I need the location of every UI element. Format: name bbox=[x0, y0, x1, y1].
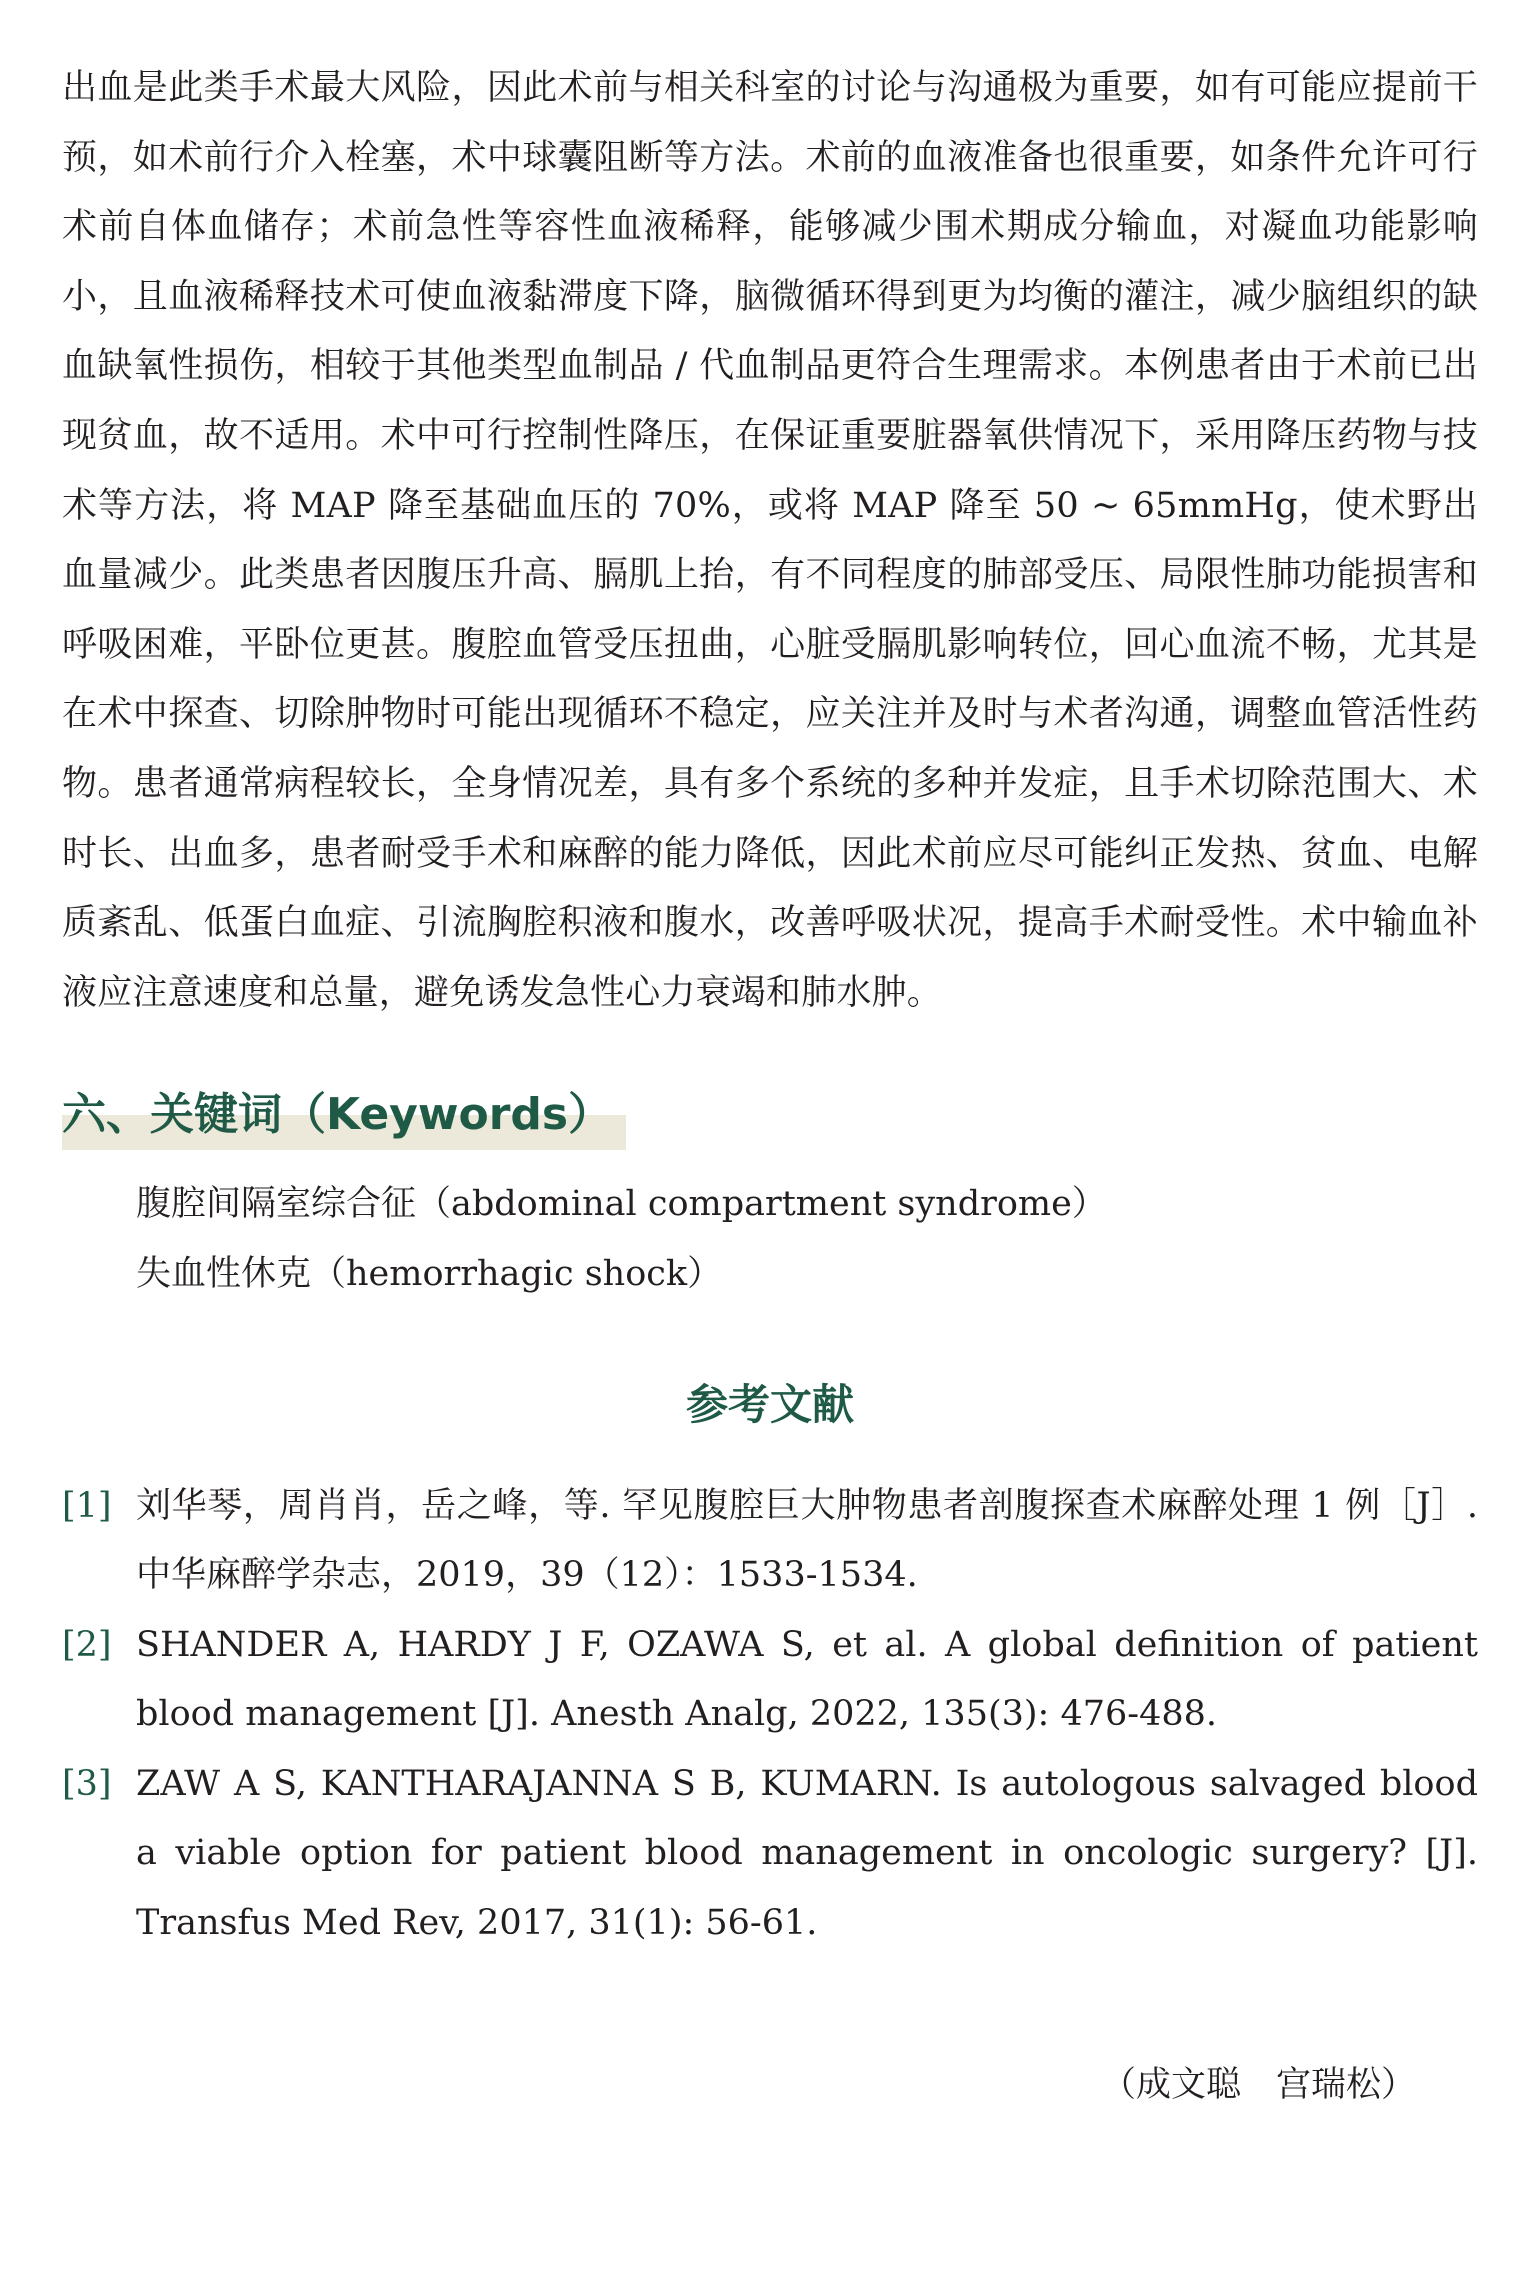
keywords-heading: 六、关键词（Keywords） bbox=[62, 1072, 626, 1150]
reference-number: [1] bbox=[62, 1485, 112, 1526]
references-title: 参考文献 bbox=[685, 1379, 854, 1429]
reference-text: SHANDER A, HARDY J F, OZAWA S, et al. A global definition of patient blood management [J]. Anesth Analg, 2022, 135(3): 476-488. bbox=[136, 1624, 1478, 1735]
keyword-item: 腹腔间隔室综合征（abdominal compartment syndrome） bbox=[136, 1184, 1107, 1225]
reference-text: 刘华琴，周肖肖，岳之峰，等. 罕见腹腔巨大肿物患者剖腹探查术麻醉处理 1 例［J］. 中华麻醉学杂志，2019，39（12）：1533-1534. bbox=[136, 1485, 1478, 1596]
reference-number: [2] bbox=[62, 1624, 112, 1665]
reference-number: [3] bbox=[62, 1763, 112, 1804]
author-signature: （成文聪 宫瑞松） bbox=[1100, 2064, 1416, 2105]
keyword-item: 失血性休克（hemorrhagic shock） bbox=[136, 1253, 723, 1294]
keywords-section bbox=[62, 1028, 1478, 1309]
reference-item bbox=[62, 1750, 1478, 1959]
document-page bbox=[62, 54, 1478, 2120]
reference-item bbox=[62, 1611, 1478, 1750]
reference-item bbox=[62, 1472, 1478, 1611]
reference-text: ZAW A S, KANTHARAJANNA S B, KUMARN. Is autologous salvaged blood a viable option for patient blood management in oncologic surgery? [J]. Transfus Med Rev, 2017, 31(1): 56-61. bbox=[136, 1763, 1478, 1944]
body-paragraph: 出血是此类手术最大风险，因此术前与相关科室的讨论与沟通极为重要，如有可能应提前干预，如术前行介入栓塞，术中球囊阻断等方法。术前的血液准备也很重要，如条件允许可行术前自体血储存；术前急性等容性血液稀释，能够减少围术期成分输血，对凝血功能影响小，且血液稀释技术可使血液黏滞度下降，脑微循环得到更为均衡的灌注，减少脑组织的缺血缺氧性损伤，相较于其他类型血制品 / 代血制品更符合生理需求。本例患者由于术前已出现贫血，故不适用。术中可行控制性降压，在保证重要脏器氧供情况下，采用降压药物与技术等方法，将 MAP 降至基础血压的 70%，或将 MAP 降至 50 ~ 65mmHg，使术野出血量减少。此类患者因腹压升高、膈肌上抬，有不同程度的肺部受压、局限性肺功能损害和呼吸困难，平卧位更甚。腹腔血管受压扭曲，心脏受膈肌影响转位，回心血流不畅，尤其是在术中探查、切除肿物时可能出现循环不稳定，应关注并及时与术者沟通，调整血管活性药物。患者通常病程较长，全身情况差，具有多个系统的多种并发症，且手术切除范围大、术时长、出血多，患者耐受手术和麻醉的能力降低，因此术前应尽可能纠正发热、贫血、电解质紊乱、低蛋白血症、引流胸腔积液和腹水，改善呼吸状况，提高手术耐受性。术中输血补液应注意速度和总量，避免诱发急性心力衰竭和肺水肿。 bbox=[62, 68, 1478, 1013]
references-list bbox=[62, 1472, 1478, 1959]
keywords-list bbox=[62, 1170, 1478, 1309]
